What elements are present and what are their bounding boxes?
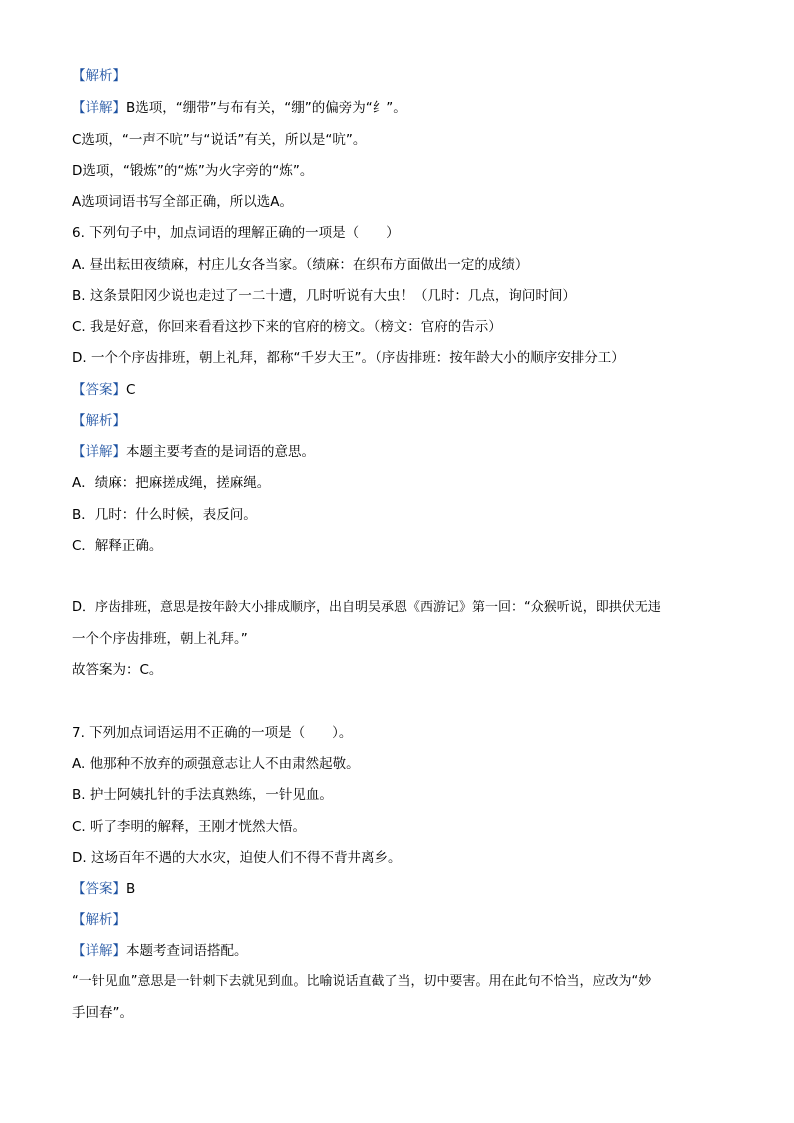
explanation-line: D．序齿排班，意思是按年龄大小排成顺序，出自明吴承恩《西游记》第一回：“众猴听说，即拱伏无违 [72, 600, 661, 615]
conclusion-line: 故答案为：C。 [72, 662, 163, 678]
option-b: B. 这条景阳冈少说也走过了一二十遭，几时听说有大虫！（几时：几点，询问时间） [72, 288, 576, 304]
analysis-heading: 【解析】 [72, 413, 126, 429]
explanation-line: B．几时：什么时候，表反问。 [72, 507, 257, 523]
explanation-line: 一个个序齿排班，朝上礼拜。” [72, 631, 248, 647]
answer-line: 【答案】C [72, 382, 136, 398]
paragraph-line: C选项，“一声不吭”与“说话”有关，所以是“吭”。 [72, 132, 367, 148]
explanation-line: “一针见血”意思是一针刺下去就见到血。比喻说话直截了当，切中要害。用在此句不恰当，应改为“妙 [72, 974, 652, 989]
analysis-heading: 【解析】 [72, 68, 126, 84]
explanation-line: C．解释正确。 [72, 538, 163, 554]
option-c: C. 听了李明的解释，王刚才恍然大悟。 [72, 819, 307, 835]
explanation-line: 手回春”。 [72, 1005, 133, 1021]
option-d: D. 一个个序齿排班，朝上礼拜，都称“千岁大王”。（序齿排班：按年龄大小的顺序安排分工） [72, 350, 625, 366]
paragraph-line: D选项，“锻炼”的“炼”为火字旁的“炼”。 [72, 163, 314, 179]
option-a: A. 他那种不放弃的顽强意志让人不由肃然起敬。 [72, 756, 360, 772]
paragraph-line: A选项词语书写全部正确，所以选A。 [72, 194, 293, 210]
option-a: A. 昼出耘田夜绩麻，村庄儿女各当家。（绩麻：在织布方面做出一定的成绩） [72, 257, 529, 273]
option-d: D. 这场百年不遇的大水灾，迫使人们不得不背井离乡。 [72, 850, 402, 866]
option-c: C. 我是好意，你回来看看这抄下来的官府的榜文。（榜文：官府的告示） [72, 319, 502, 335]
analysis-heading: 【解析】 [72, 912, 126, 928]
detail-line: 【详解】B选项，“绷带”与布有关，“绷”的偏旁为“纟”。 [72, 100, 407, 116]
detail-line: 【详解】本题主要考查的是词语的意思。 [72, 444, 315, 460]
question-stem: 7. 下列加点词语运用不正确的一项是（ ）。 [72, 725, 353, 741]
option-b: B. 护士阿姨扎针的手法真熟练，一针见血。 [72, 787, 333, 803]
question-stem: 6. 下列句子中，加点词语的理解正确的一项是（ ） [72, 225, 400, 241]
detail-line: 【详解】本题考查词语搭配。 [72, 943, 248, 959]
explanation-line: A．绩麻：把麻搓成绳，搓麻绳。 [72, 475, 271, 491]
answer-line: 【答案】B [72, 881, 136, 897]
